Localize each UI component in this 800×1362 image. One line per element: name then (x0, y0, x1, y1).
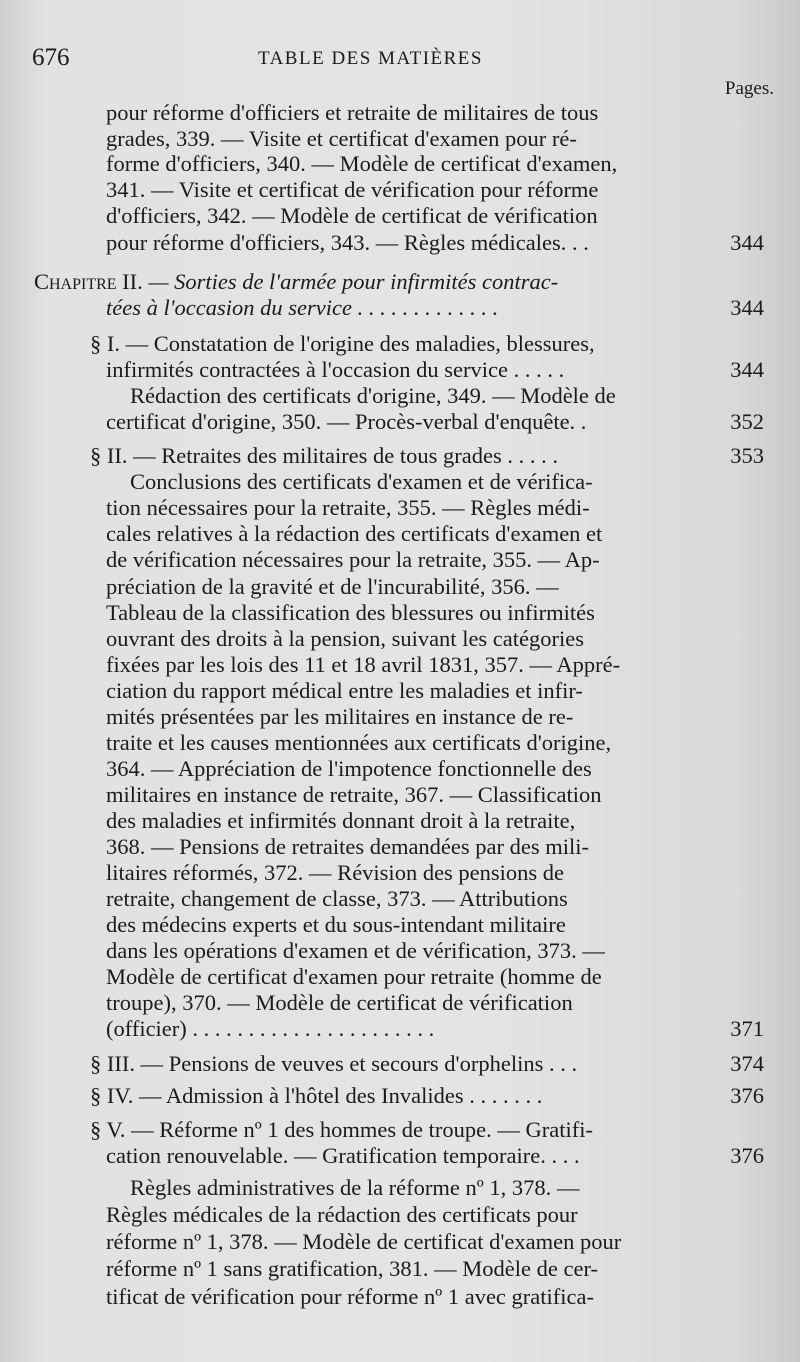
toc-line: militaires en instance de retraite, 367. — Classification (106, 782, 602, 807)
toc-line: 364. — Appréciation de l'impotence fonctionnelle des (106, 756, 592, 781)
section-heading: § II. — Retraites des militaires de tous grades . . . . . (90, 443, 559, 468)
toc-page-number: 344 (730, 295, 764, 320)
running-title: TABLE DES MATIÈRES (258, 48, 483, 69)
chapter-heading: Chapitre II. — Sorties de l'armée pour infirmités contrac- (34, 269, 559, 294)
toc-line: forme d'officiers, 340. — Modèle de certificat d'examen, (106, 151, 618, 176)
toc-line: dans les opérations d'examen et de vérification, 373. — (106, 938, 605, 963)
toc-line: troupe), 370. — Modèle de certificat de vérification (106, 990, 573, 1015)
toc-line: tées à l'occasion du service . . . . . . . . . . . . . (106, 295, 499, 320)
toc-line: réforme nº 1, 378. — Modèle de certificat d'examen pour (106, 1229, 622, 1254)
toc-line: grades, 339. — Visite et certificat d'examen pour ré- (106, 126, 577, 151)
toc-page-number: 353 (730, 443, 764, 468)
toc-line: Modèle de certificat d'examen pour retraite (homme de (106, 964, 602, 989)
chapter-label: Chapitre II. (34, 269, 143, 294)
toc-line: 341. — Visite et certificat de vérification pour réforme (106, 177, 599, 202)
toc-line: Tableau de la classification des blessures ou infirmités (106, 600, 595, 625)
page-number: 676 (32, 44, 70, 71)
toc-line: Règles administratives de la réforme nº 1, 378. — (130, 1175, 580, 1200)
toc-line: pour réforme d'officiers et retraite de militaires de tous (106, 100, 599, 125)
toc-line: de vérification nécessaires pour la retraite, 355. — Ap- (106, 547, 600, 572)
toc-line: ciation du rapport médical entre les maladies et infir- (106, 678, 583, 703)
toc-page-number: 376 (730, 1143, 764, 1168)
toc-line: pour réforme d'officiers, 343. — Règles médicales. . . (106, 230, 589, 255)
section-heading: § V. — Réforme nº 1 des hommes de troupe. — Gratifi- (90, 1117, 593, 1142)
toc-line: Rédaction des certificats d'origine, 349. — Modèle de (130, 383, 616, 408)
toc-line: réforme nº 1 sans gratification, 381. — Modèle de cer- (106, 1256, 598, 1281)
toc-line: préciation de la gravité et de l'incurabilité, 356. — (106, 574, 559, 599)
toc-line: d'officiers, 342. — Modèle de certificat de vérification (106, 203, 598, 228)
toc-line: cales relatives à la rédaction des certificats d'examen et (106, 521, 603, 546)
toc-line: retraite, changement de classe, 373. — Attributions (106, 886, 568, 911)
toc-line: Conclusions des certificats d'examen et de vérifica- (130, 469, 593, 494)
toc-line: Règles médicales de la rédaction des certificats pour (106, 1202, 578, 1227)
toc-page-number: 371 (730, 1016, 764, 1041)
section-heading: § III. — Pensions de veuves et secours d'orphelins . . . (90, 1051, 578, 1076)
toc-line: certificat d'origine, 350. — Procès-verbal d'enquête. . (106, 409, 587, 434)
toc-line: (officier) . . . . . . . . . . . . . . . . . . . . . . (106, 1016, 435, 1041)
toc-line: 368. — Pensions de retraites demandées par des mili- (106, 834, 590, 859)
pages-column-label: Pages. (724, 78, 774, 99)
toc-page-number: 344 (730, 357, 764, 382)
toc-page-number: 374 (730, 1051, 764, 1076)
toc-line: cation renouvelable. — Gratification temporaire. . . . (106, 1143, 580, 1168)
section-heading: § IV. — Admission à l'hôtel des Invalides . . . . . . . (90, 1083, 543, 1108)
toc-page-number: 376 (730, 1083, 764, 1108)
toc-page-number: 352 (730, 409, 764, 434)
toc-line: tificat de vérification pour réforme nº 1 avec gratifica- (106, 1284, 594, 1309)
toc-line: litaires réformés, 372. — Révision des pensions de (106, 860, 565, 885)
section-heading: § I. — Constatation de l'origine des maladies, blessures, (90, 331, 595, 356)
toc-line: infirmités contractées à l'occasion du service . . . . . (106, 357, 565, 382)
toc-line: fixées par les lois des 11 et 18 avril 1831, 357. — Appré- (106, 652, 621, 677)
toc-page-number: 344 (730, 230, 764, 255)
toc-line: des médecins experts et du sous-intendant militaire (106, 912, 566, 937)
toc-line: des maladies et infirmités donnant droit à la retraite, (106, 808, 576, 833)
page-header (32, 44, 772, 76)
toc-line: mités présentées par les militaires en instance de re- (106, 704, 574, 729)
toc-line: tion nécessaires pour la retraite, 355. — Règles médi- (106, 495, 590, 520)
toc-line: traite et les causes mentionnées aux certificats d'origine, (106, 730, 612, 755)
toc-line: ouvrant des droits à la pension, suivant les catégories (106, 626, 585, 651)
